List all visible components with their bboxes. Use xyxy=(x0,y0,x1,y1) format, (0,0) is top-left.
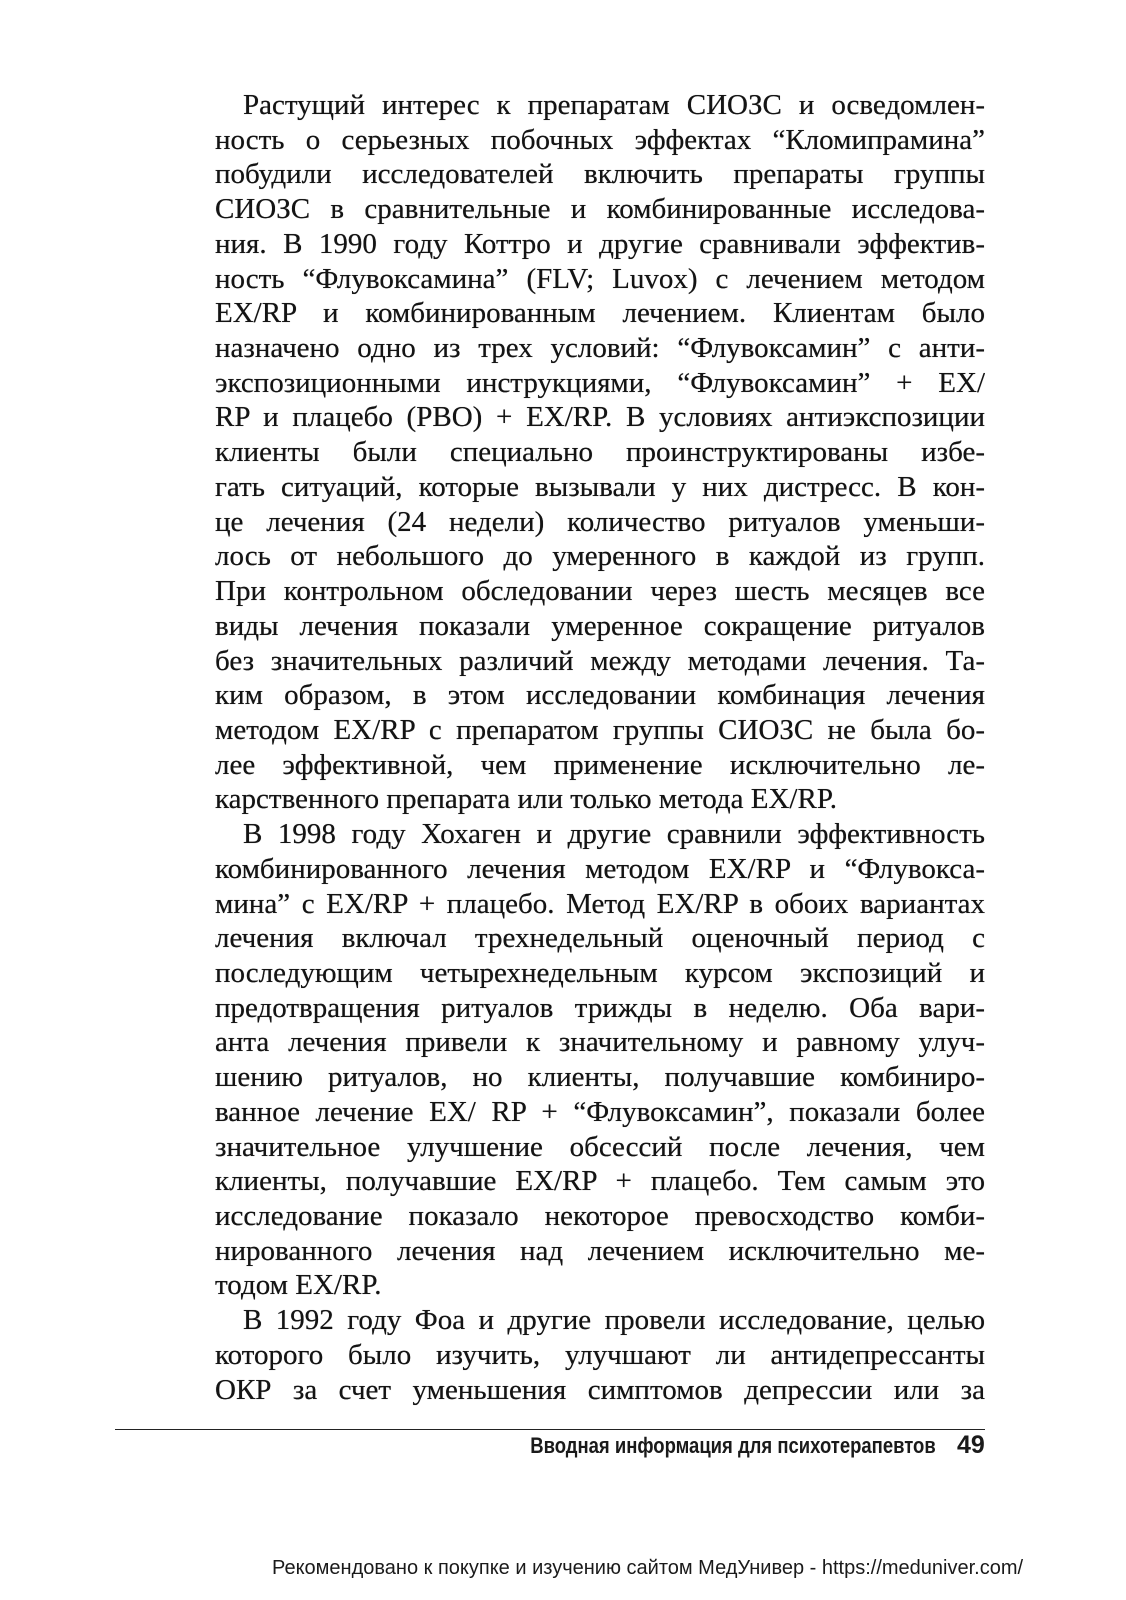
text-line: ния. В 1990 году Коттро и другие сравнивали эффектив- xyxy=(215,227,985,260)
text-line: значительное улучшение обсессий после лечения, чем xyxy=(215,1130,985,1163)
text-line: предотвращения ритуалов трижды в неделю. Оба вари- xyxy=(215,991,985,1024)
text-line: карственного препарата или только метода EX/RP. xyxy=(215,783,837,816)
paragraph xyxy=(215,88,985,817)
text-line: В 1992 году Фоа и другие провели исследование, целью xyxy=(243,1304,985,1337)
text-line: клиенты были специально проинструктированы избе- xyxy=(215,436,985,469)
text-line: Растущий интерес к препаратам СИОЗС и осведомлен- xyxy=(243,89,985,121)
text-line: шению ритуалов, но клиенты, получавшие комбиниро- xyxy=(215,1061,985,1094)
text-line: без значительных различий между методами лечения. Та- xyxy=(215,644,985,677)
text-line: В 1998 году Хохаген и другие сравнили эффективность xyxy=(243,818,985,851)
running-title: Вводная информация для психотерапевтов xyxy=(530,1433,936,1458)
text-line: При контрольном обследовании через шесть месяцев все xyxy=(215,575,985,608)
text-line: последующим четырехнедельным курсом экспозиций и xyxy=(215,956,985,989)
text-line: мина” с EX/RP + плацебо. Метод EX/RP в обоих вариантах xyxy=(215,887,985,920)
text-line: методом EX/RP с препаратом группы СИОЗС не была бо- xyxy=(215,713,985,746)
text-line: виды лечения показали умеренное сокращение ритуалов xyxy=(215,609,985,642)
text-line: назначено одно из трех условий: “Флувоксамин” с анти- xyxy=(215,332,985,365)
text-line: RP и плацебо (PBO) + EX/RP. В условиях антиэкспозиции xyxy=(215,401,985,434)
text-line: ОКР за счет уменьшения симптомов депрессии или за xyxy=(215,1373,985,1406)
text-line: анта лечения привели к значительному и равному улуч- xyxy=(215,1026,985,1059)
text-line: тодом EX/RP. xyxy=(215,1269,382,1302)
body-text xyxy=(215,88,985,1407)
text-line: комбинированного лечения методом EX/RP и “Флувокса- xyxy=(215,852,985,885)
text-line: ким образом, в этом исследовании комбинация лечения xyxy=(215,679,985,712)
text-line: лее эффективной, чем применение исключительно ле- xyxy=(215,748,985,781)
text-line: ность о серьезных побочных эффектах “Кломипрамина” xyxy=(215,123,985,156)
text-line: EX/RP и комбинированным лечением. Клиентам было xyxy=(215,297,985,330)
page-number: 49 xyxy=(957,1431,985,1459)
text-line: нированного лечения над лечением исключительно ме- xyxy=(215,1234,985,1267)
text-line: клиенты, получавшие EX/RP + плацебо. Тем самым это xyxy=(215,1165,985,1198)
text-line: СИОЗС в сравнительные и комбинированные исследова- xyxy=(215,193,985,226)
text-line: ность “Флувоксамина” (FLV; Luvox) с лечением методом xyxy=(215,262,985,295)
text-line: побудили исследователей включить препараты группы xyxy=(215,158,985,191)
paragraph xyxy=(215,817,985,1303)
footer-divider xyxy=(115,1429,985,1430)
watermark-text: Рекомендовано к покупке и изучению сайтом МедУнивер - https://meduniver.com/ xyxy=(272,1557,1024,1579)
text-line: гать ситуаций, которые вызывали у них дистресс. В кон- xyxy=(215,470,985,503)
text-line: лечения включал трехнедельный оценочный период с xyxy=(215,922,985,955)
text-line: ванное лечение EX/ RP + “Флувоксамин”, показали более xyxy=(215,1095,985,1128)
text-line: экспозиционными инструкциями, “Флувоксамин” + EX/ xyxy=(215,366,985,399)
text-line: це лечения (24 недели) количество ритуалов уменьши- xyxy=(215,505,985,538)
text-line: которого было изучить, улучшают ли антидепрессанты xyxy=(215,1338,985,1371)
paragraph xyxy=(215,1303,985,1407)
text-line: лось от небольшого до умеренного в каждой из групп. xyxy=(215,540,985,573)
text-line: исследование показало некоторое превосходство комби- xyxy=(215,1200,985,1232)
